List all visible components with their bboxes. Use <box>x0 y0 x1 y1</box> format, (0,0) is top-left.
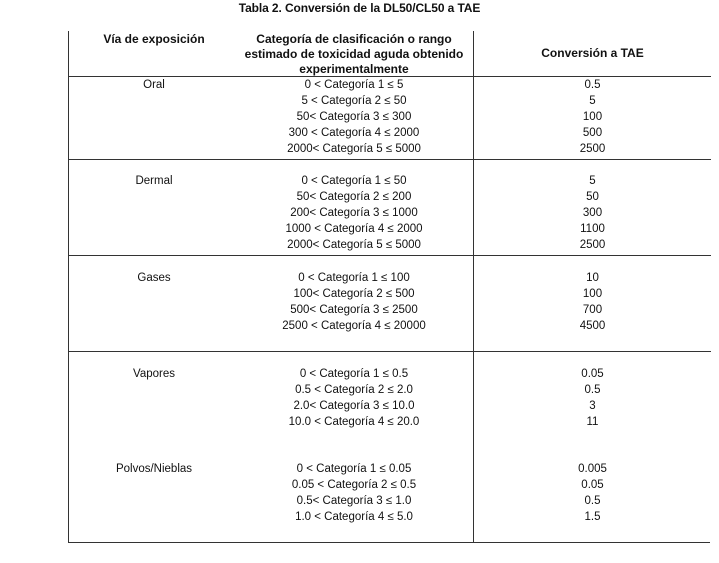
category-item: 500< Categoría 3 ≤ 2500 <box>290 304 418 316</box>
value-item: 3 <box>589 400 596 412</box>
value-item: 5 <box>589 175 596 187</box>
value-list <box>474 77 711 157</box>
value-item: 300 <box>582 207 603 219</box>
value-item: 4500 <box>579 320 606 332</box>
category-item: 2000< Categoría 5 ≤ 5000 <box>287 239 421 251</box>
row-divider <box>69 351 711 352</box>
header-category-line: Categoría de clasificación o rango <box>256 32 452 46</box>
category-item: 2.0< Categoría 3 ≤ 10.0 <box>293 400 415 412</box>
value-item: 0.005 <box>578 463 607 475</box>
value-item: 10 <box>586 272 599 284</box>
category-item: 0.5< Categoría 3 ≤ 1.0 <box>296 495 412 507</box>
conversion-table <box>68 31 710 543</box>
value-list <box>474 173 711 253</box>
category-item: 50< Categoría 2 ≤ 200 <box>296 191 412 203</box>
category-item: 0 < Categoría 1 ≤ 0.05 <box>296 463 412 475</box>
category-item: 200< Categoría 3 ≤ 1000 <box>290 207 418 219</box>
route-cell: Gases <box>137 272 171 284</box>
value-item: 50 <box>586 191 599 203</box>
value-item: 1.5 <box>584 511 601 523</box>
value-item: 11 <box>586 416 599 428</box>
category-list <box>234 461 474 525</box>
value-item: 700 <box>582 304 603 316</box>
row-divider <box>69 255 711 256</box>
header-category-line: estimado de toxicidad aguda obtenido <box>244 47 464 61</box>
header-conversion: Conversión a TAE <box>541 46 644 60</box>
value-list <box>474 366 711 430</box>
category-item: 0.05 < Categoría 2 ≤ 0.5 <box>291 479 417 491</box>
header-route: Vía de exposición <box>103 32 205 46</box>
route-cell: Vapores <box>133 368 175 380</box>
value-item: 0.5 <box>584 79 601 91</box>
category-item: 2500 < Categoría 4 ≤ 20000 <box>282 320 426 332</box>
value-item: 1100 <box>580 223 605 235</box>
value-item: 0.5 <box>584 495 601 507</box>
value-item: 2500 <box>579 143 606 155</box>
route-cell: Oral <box>143 79 165 91</box>
category-item: 1.0 < Categoría 4 ≤ 5.0 <box>295 511 413 523</box>
category-item: 0 < Categoría 1 ≤ 5 <box>304 79 404 91</box>
category-item: 50< Categoría 3 ≤ 300 <box>296 111 412 123</box>
category-item: 10.0 < Categoría 4 ≤ 20.0 <box>288 416 420 428</box>
route-cell: Polvos/Nieblas <box>115 463 193 475</box>
category-list <box>234 366 474 430</box>
value-item: 0.05 <box>581 368 604 380</box>
category-list <box>234 173 474 253</box>
category-item: 100< Categoría 2 ≤ 500 <box>293 288 415 300</box>
table-title: Tabla 2. Conversión de la DL50/CL50 a TAE <box>238 1 481 15</box>
value-list <box>474 461 711 525</box>
category-item: 0.5 < Categoría 2 ≤ 2.0 <box>295 384 413 396</box>
category-list <box>234 270 474 334</box>
category-item: 300 < Categoría 4 ≤ 2000 <box>288 127 420 139</box>
category-item: 2000< Categoría 5 ≤ 5000 <box>287 143 421 155</box>
header-category-line: experimentalmente <box>299 62 409 76</box>
header-category <box>234 32 474 77</box>
value-item: 0.5 <box>584 384 601 396</box>
value-item: 100 <box>582 288 603 300</box>
category-item: 5 < Categoría 2 ≤ 50 <box>301 95 407 107</box>
value-item: 500 <box>582 127 603 139</box>
value-item: 100 <box>582 111 603 123</box>
value-item: 0.05 <box>581 479 604 491</box>
value-item: 5 <box>589 95 596 107</box>
value-item: 2500 <box>579 239 606 251</box>
value-list <box>474 270 711 334</box>
category-item: 0 < Categoría 1 ≤ 0.5 <box>299 368 409 380</box>
row-divider <box>69 159 711 160</box>
category-item: 0 < Categoría 1 ≤ 50 <box>301 175 407 187</box>
route-cell: Dermal <box>135 175 173 187</box>
category-item: 0 < Categoría 1 ≤ 100 <box>298 272 410 284</box>
category-item: 1000 < Categoría 4 ≤ 2000 <box>285 223 423 235</box>
category-list <box>234 77 474 157</box>
